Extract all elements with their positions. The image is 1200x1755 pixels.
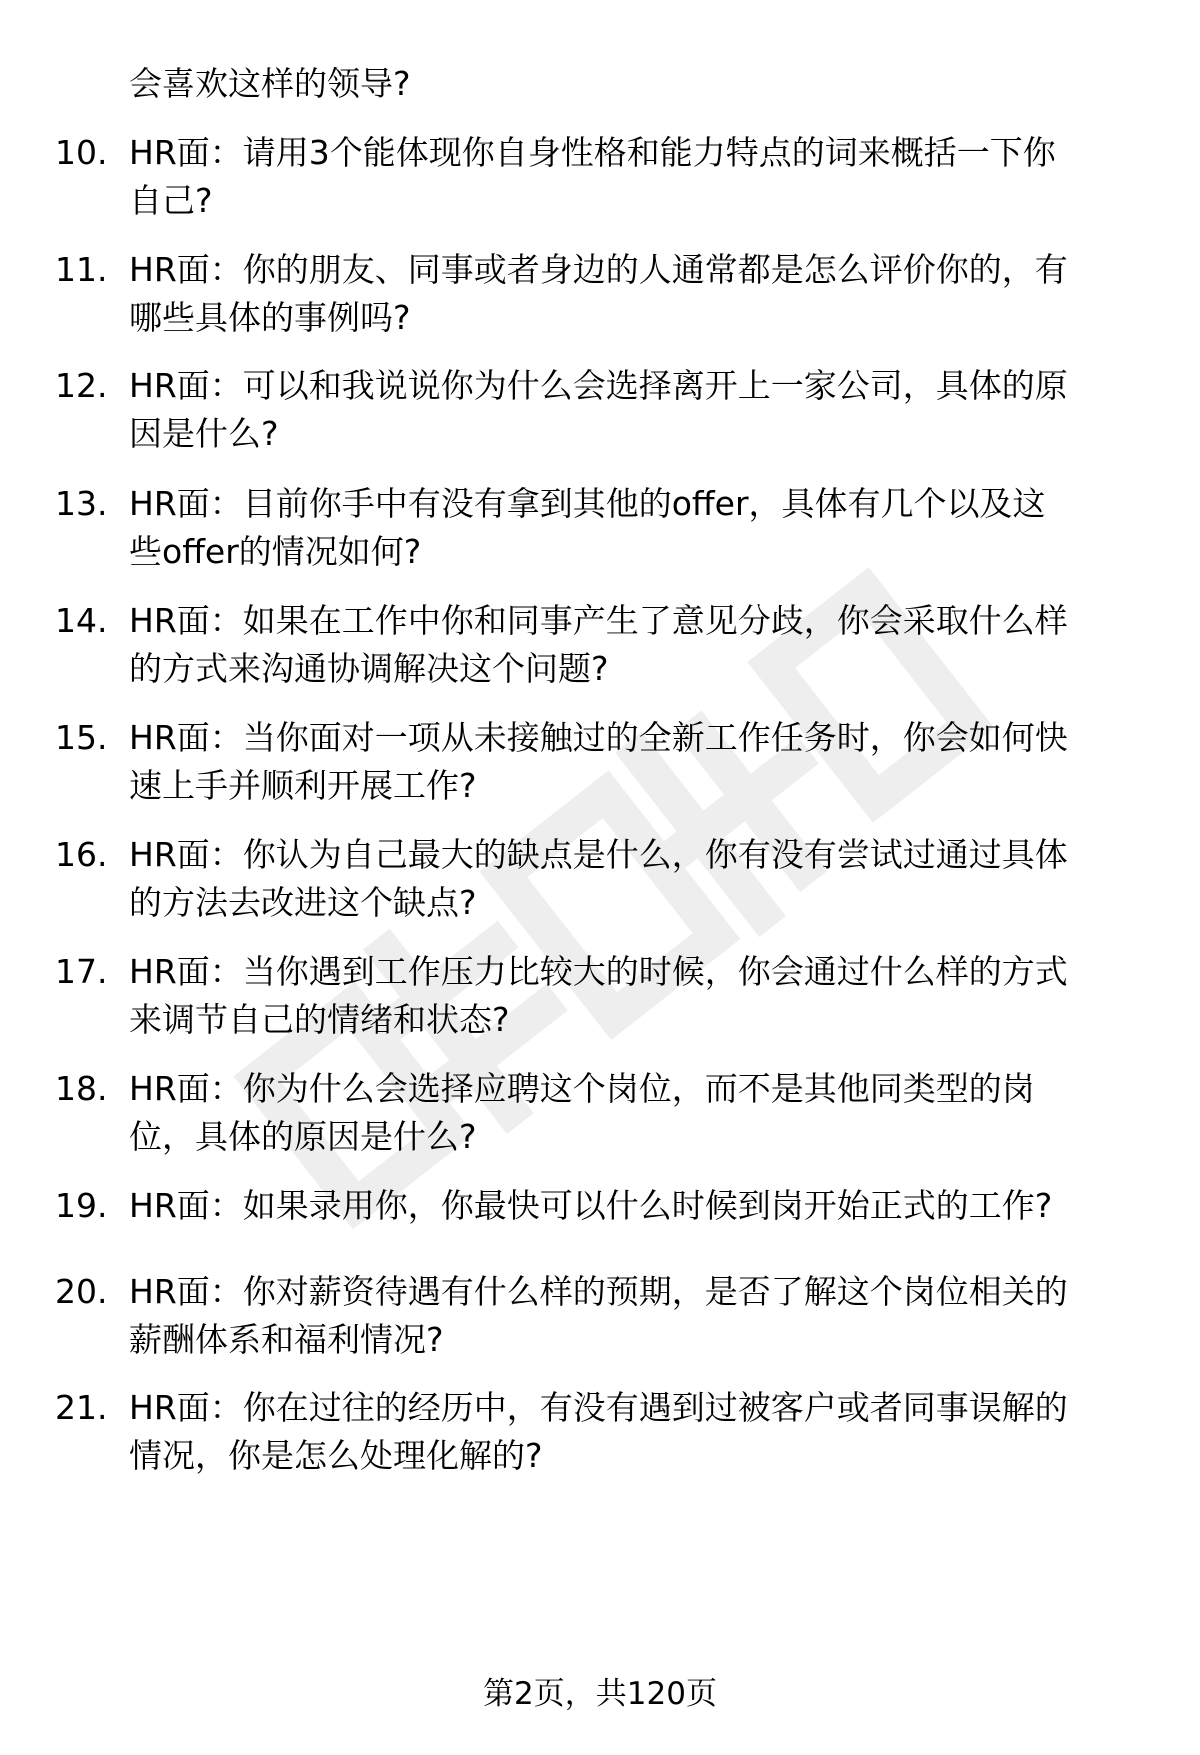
question-number: 11.: [55, 250, 108, 289]
page-footer: 第2页，共120页: [483, 1676, 717, 1712]
question-text: HR面：请用3个能体现你自身性格和能力特点的词来概括一下你 自己?: [129, 133, 1056, 220]
question-text: HR面：如果在工作中你和同事产生了意见分歧，你会采取什么样 的方式来沟通协调解决这个问题?: [129, 601, 1068, 688]
question-number: 20.: [55, 1272, 108, 1311]
question-text: HR面：当你遇到工作压力比较大的时候，你会通过什么样的方式 来调节自己的情绪和状态?: [129, 952, 1068, 1039]
question-text: HR面：你的朋友、同事或者身边的人通常都是怎么评价你的，有 哪些具体的事例吗?: [129, 250, 1068, 337]
question-number: 12.: [55, 366, 108, 405]
question-number: 13.: [55, 484, 108, 523]
question-text: HR面：如果录用你，你最快可以什么时候到岗开始正式的工作?: [129, 1186, 1053, 1225]
question-number: 14.: [55, 601, 108, 640]
question-text: HR面：目前你手中有没有拿到其他的offer，具体有几个以及这 些offer的情况如何?: [129, 484, 1046, 571]
question-text: HR面：当你面对一项从未接触过的全新工作任务时，你会如何快 速上手并顺利开展工作?: [129, 718, 1068, 805]
question-number: 16.: [55, 835, 108, 874]
question-number: 19.: [55, 1186, 108, 1225]
question-text: HR面：你对薪资待遇有什么样的预期，是否了解这个岗位相关的 薪酬体系和福利情况?: [129, 1272, 1068, 1359]
question-number: 17.: [55, 952, 108, 991]
question-text: HR面：你认为自己最大的缺点是什么，你有没有尝试过通过具体 的方法去改进这个缺点?: [129, 835, 1068, 922]
question-number: 10.: [55, 133, 108, 172]
question-text: HR面：你在过往的经历中，有没有遇到过被客户或者同事误解的 情况，你是怎么处理化解的?: [129, 1388, 1068, 1475]
question-text: HR面：你为什么会选择应聘这个岗位，而不是其他同类型的岗 位，具体的原因是什么?: [129, 1069, 1035, 1156]
question-text: HR面：可以和我说说你为什么会选择离开上一家公司，具体的原 因是什么?: [129, 366, 1068, 453]
question-number: 21.: [55, 1388, 108, 1427]
question-number: 18.: [55, 1069, 108, 1108]
question-number: 15.: [55, 718, 108, 757]
continuation-text: 会喜欢这样的领导?: [129, 64, 411, 103]
